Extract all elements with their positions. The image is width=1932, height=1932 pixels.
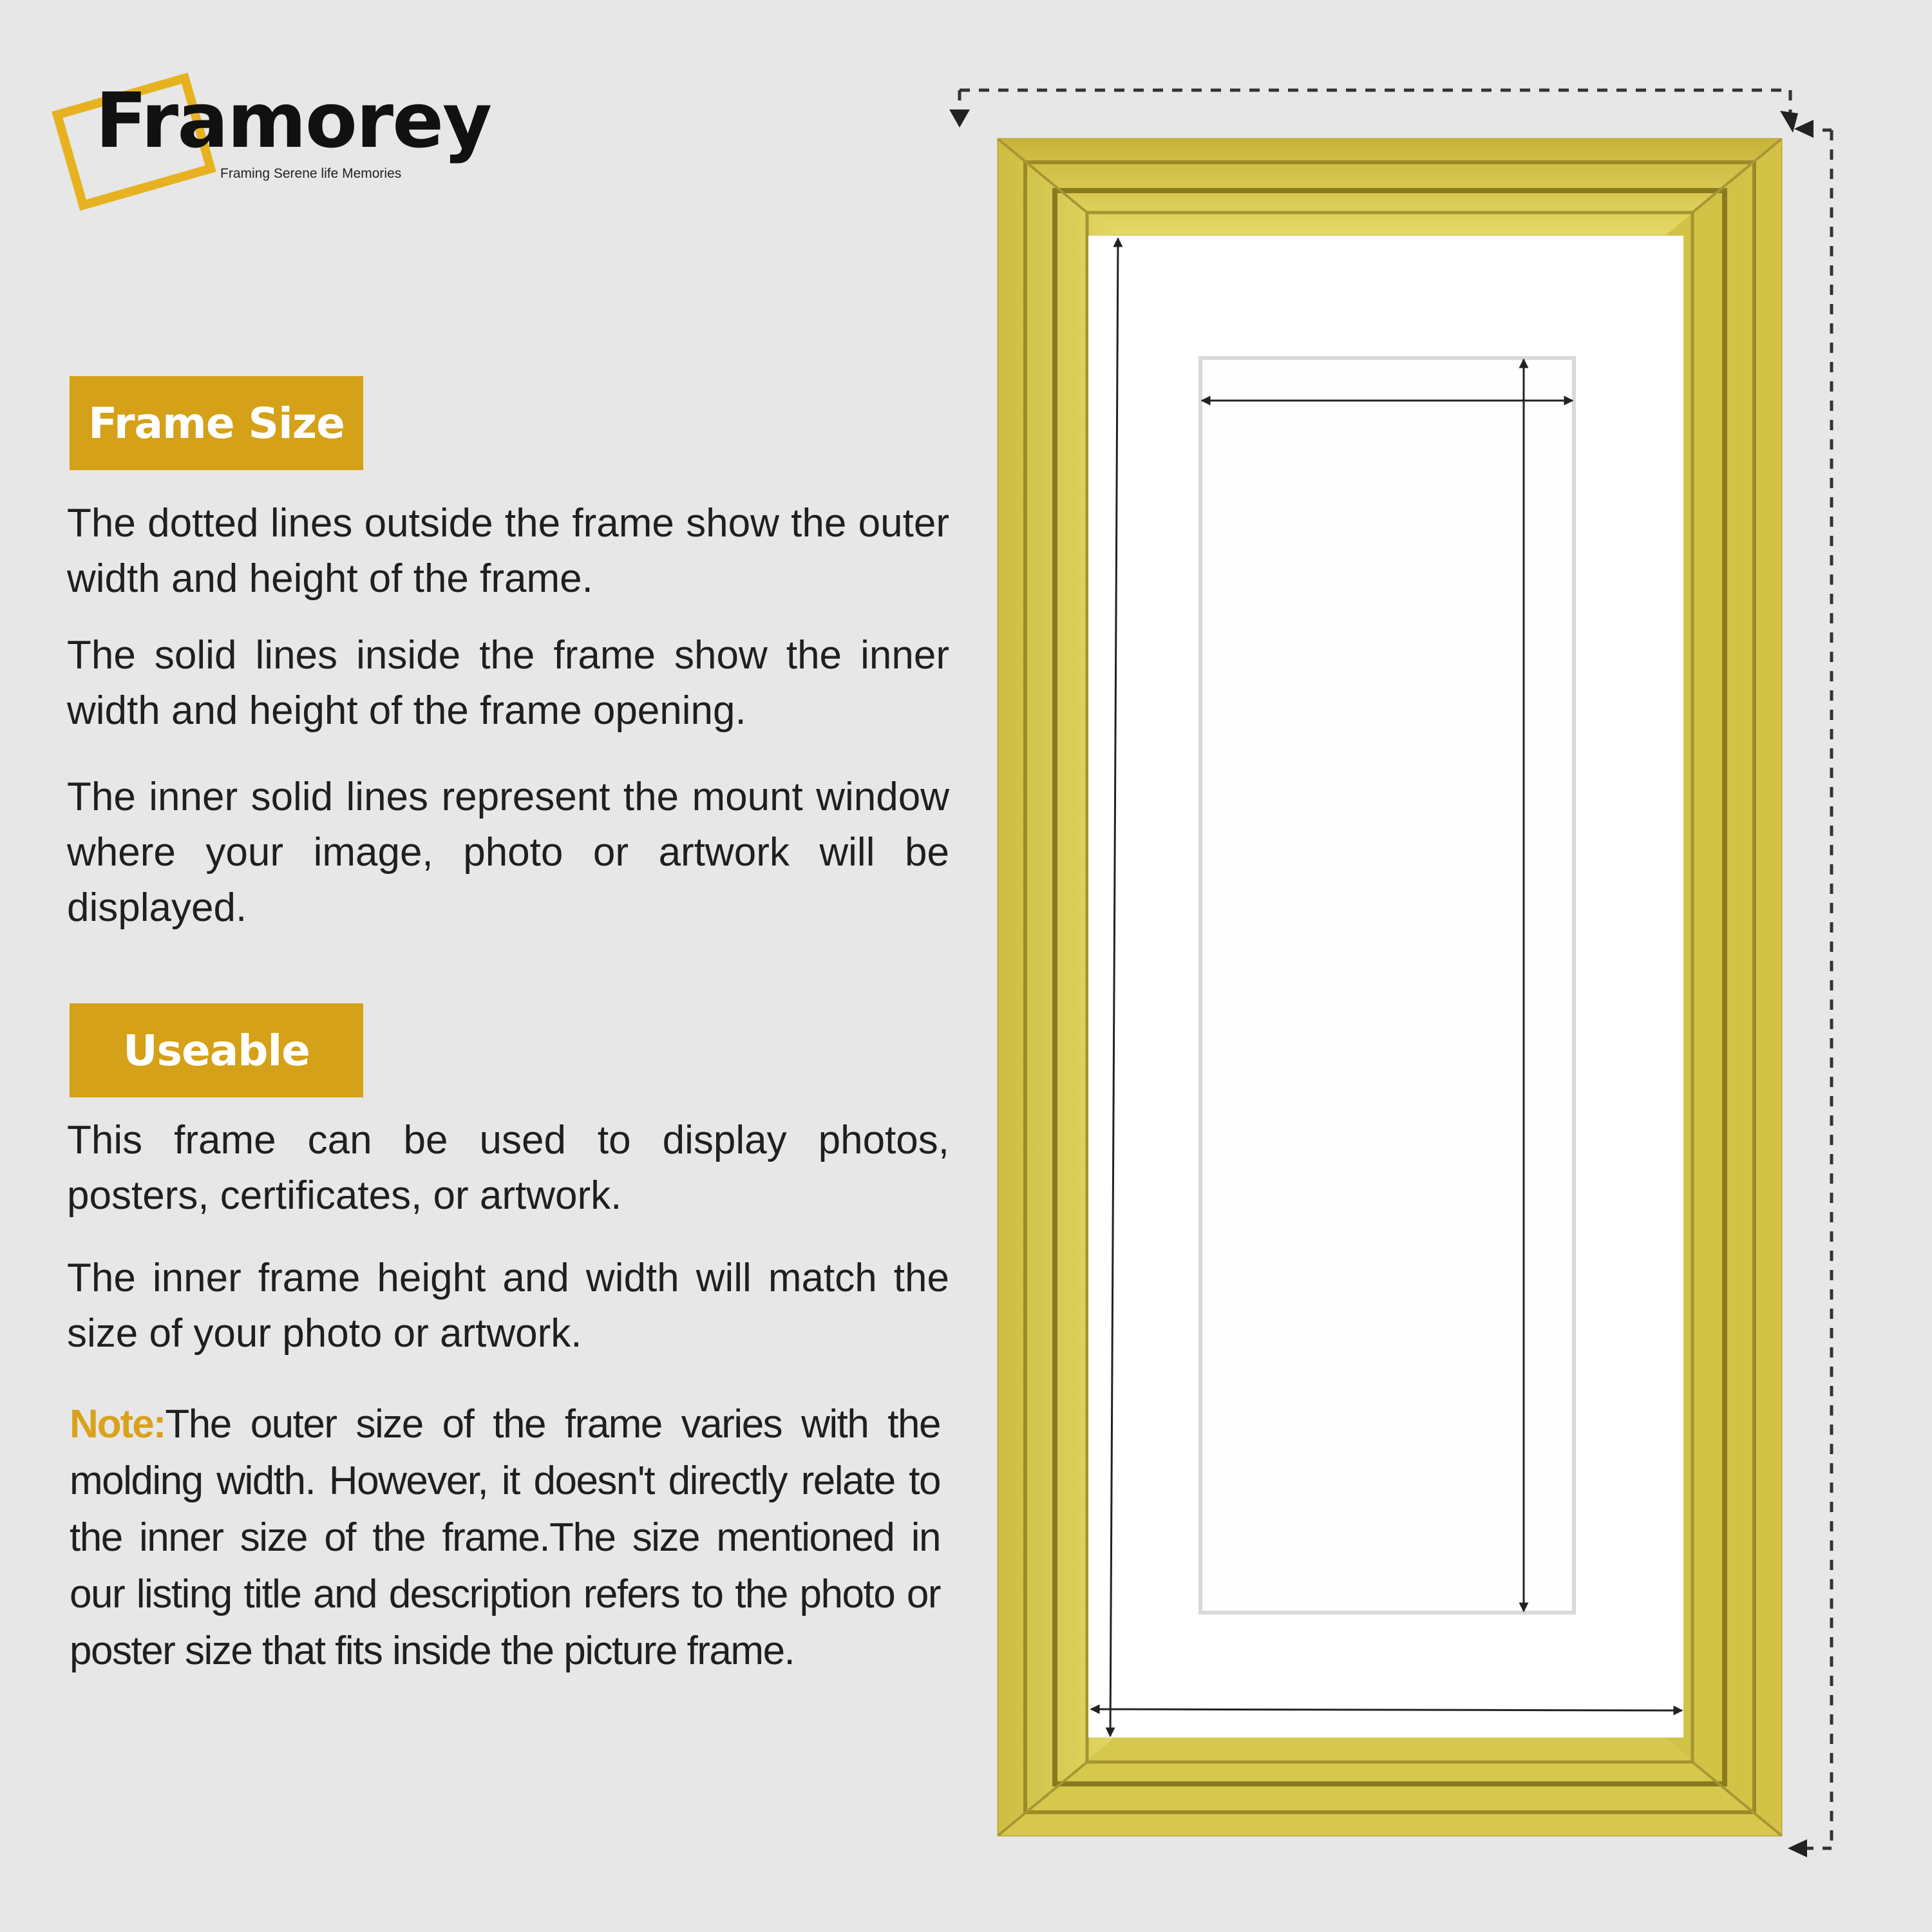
useable-heading: Useable	[70, 1003, 363, 1097]
frame-size-paragraph-mount: The inner solid lines represent the mount window where your image, photo or artwork will be displayed.	[67, 775, 949, 930]
outer-width-left-arrow-icon	[949, 109, 970, 128]
frame-top-bevel	[998, 139, 1781, 234]
useable-paragraph-uses: This frame can be used to display photos, posters, certificates, or artwork.	[67, 1118, 949, 1218]
note-text: The outer size of the frame varies with the molding width. However, it doesn't directly relate to the inner size of the frame.The size mentioned in our listing title and description refers to the photo or poster size that fits inside the picture frame.	[70, 1402, 940, 1673]
note-label: Note:	[70, 1402, 166, 1446]
logo-tagline: Framing Serene life Memories	[220, 166, 402, 181]
outer-width-right-arrow-icon	[1780, 111, 1798, 133]
frame-size-heading: Frame Size	[70, 376, 363, 470]
frame-size-paragraph-outer: The dotted lines outside the frame show the outer width and height of the frame.	[67, 501, 949, 601]
outer-height-top-arrow-icon	[1794, 120, 1814, 138]
useable-paragraph-match: The inner frame height and width will match the size of your photo or artwork.	[67, 1256, 949, 1356]
inner-width-line	[1091, 1709, 1682, 1710]
logo-name: Framorey	[95, 76, 491, 165]
mount-window	[1200, 358, 1574, 1613]
frame-size-paragraph-inner: The solid lines inside the frame show the inner width and height of the frame opening.	[67, 633, 949, 733]
outer-height-bottom-arrow-icon	[1788, 1839, 1807, 1857]
frame-bottom-bevel	[998, 1739, 1781, 1835]
